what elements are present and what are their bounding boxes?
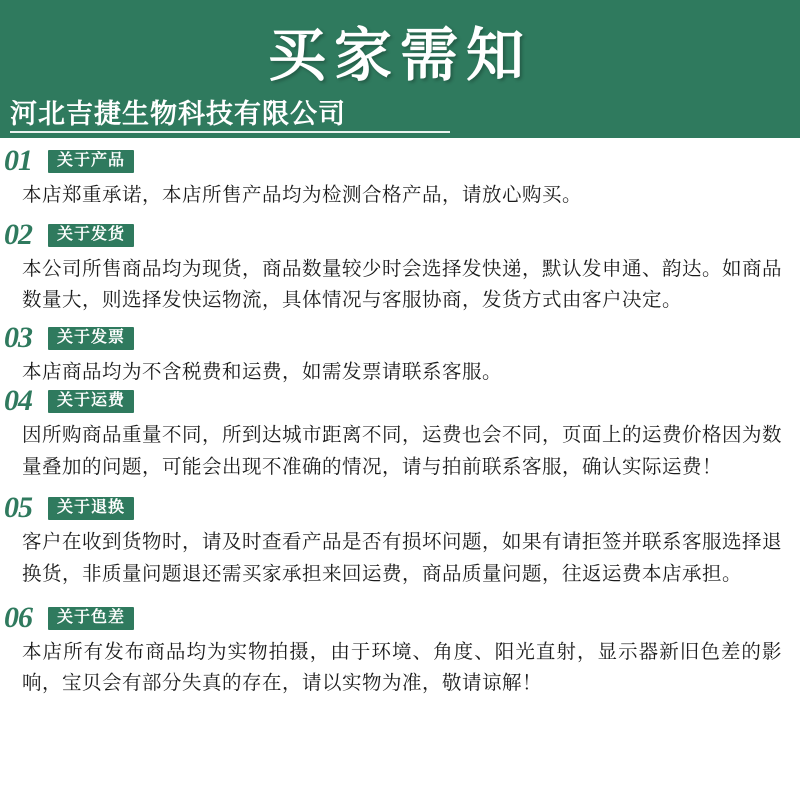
section-number: 03: [4, 320, 32, 354]
section-tag: 关于发货: [48, 224, 134, 247]
section-number: 01: [4, 144, 32, 177]
header-divider: [10, 131, 450, 133]
section-text: 本店商品均为不含税费和运费，如需发票请联系客服。: [22, 361, 503, 383]
notice-section-returns: [0, 491, 800, 590]
section-text: 客户在收到货物时，请及时查看产品是否有损坏问题，如果有请拒签并联系客服选择退换货，非质量问题退还需买家承担来回运费，商品质量问题，往返运费本店承担。: [22, 532, 783, 586]
company-name: 河北吉捷生物科技有限公司: [10, 99, 346, 129]
notice-section-color-difference: [0, 600, 800, 700]
section-tag: 关于退换: [48, 497, 134, 520]
section-text: 因所购商品重量不同，所到达城市距离不同，运费也会不同，页面上的运费价格因为数量叠加的问题，可能会出现不准确的情况，请与拍前联系客服，确认实际运费！: [22, 425, 783, 478]
section-tag: 关于产品: [48, 150, 134, 173]
notice-section-product: [0, 144, 800, 212]
page-header: [0, 0, 800, 138]
section-text: 本公司所售商品均为现货，商品数量较少时会选择发快递，默认发申通、韵达。如商品数量大，则选择发快运物流，具体情况与客服协商，发货方式由客户决定。: [22, 258, 783, 312]
section-tag: 关于发票: [48, 327, 134, 350]
section-number: 04: [4, 384, 32, 418]
notice-section-shipping: [0, 217, 800, 317]
section-text: 本店郑重承诺，本店所售产品均为检测合格产品，请放心购买。: [22, 185, 583, 206]
section-text: 本店所有发布商品均为实物拍摄，由于环境、角度、阳光直射，显示器新旧色差的影响，宝贝会有部分失真的存在，请以实物为准，敬请谅解！: [22, 641, 782, 695]
section-tag: 关于运费: [48, 390, 134, 413]
section-tag: 关于色差: [48, 607, 134, 630]
section-number: 05: [4, 491, 32, 525]
page-title: 买家需知: [267, 23, 532, 88]
notice-sections: [0, 144, 800, 700]
notice-section-invoice: [0, 320, 800, 389]
section-number: 02: [4, 217, 32, 251]
notice-section-freight: [0, 384, 800, 483]
section-number: 06: [4, 600, 32, 634]
